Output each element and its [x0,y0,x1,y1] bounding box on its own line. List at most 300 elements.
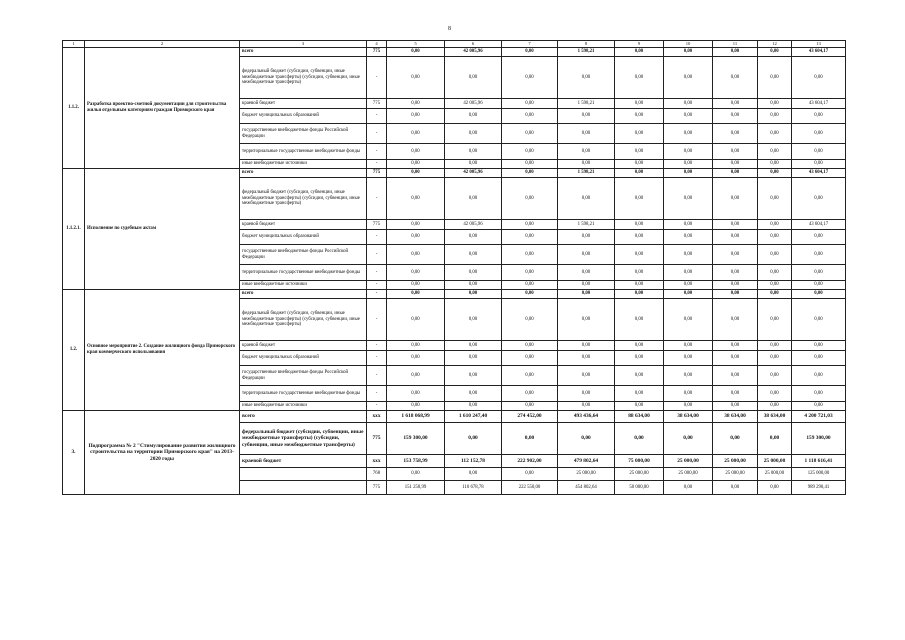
value-cell: 274 452,00 [502,411,558,423]
value-cell: 1 118 616,41 [792,455,846,468]
value-cell: 0,00 [792,230,846,245]
code-cell: 775 [367,169,387,178]
value-cell: 0,00 [445,109,502,124]
code-cell: - [367,265,387,281]
value-cell: 0,00 [387,351,445,366]
value-cell: 42 005,96 [445,220,502,230]
funding-source: федеральный бюджет (субсидии, субвенции, иные межбюджетные трансферты) (субсидии, субвенции, иные межбюджетные трансферты) [240,299,367,341]
value-cell: 0,00 [558,281,615,290]
code-cell: 775 [367,48,387,57]
funding-source: иные внебюджетные источники [240,281,367,290]
value-cell: 0,00 [758,99,792,109]
funding-source: федеральный бюджет (субсидии, субвенции, иные межбюджетные трансферты) (субсидии, субвенции, иные межбюджетные трансферты) [240,57,367,99]
value-cell: 25 000,00 [758,468,792,481]
value-cell: 0,00 [445,230,502,245]
value-cell: 0,00 [615,386,664,402]
header-cell: 11 [713,41,758,48]
code-cell: - [367,341,387,351]
funding-source: иные внебюджетные источники [240,402,367,411]
value-cell: 0,00 [713,481,758,495]
value-cell: 0,00 [664,160,713,169]
value-cell: 0,00 [502,124,558,144]
value-cell: 0,00 [502,57,558,99]
value-cell: 0,00 [445,178,502,220]
value-cell: 159 300,00 [792,423,846,455]
code-cell: 775 [367,220,387,230]
item-name: Основное мероприятие 2. Создание жилищного фонда Приморского края коммерческого использования [85,290,240,411]
value-cell: 50 000,00 [615,481,664,495]
value-cell: 0,00 [387,341,445,351]
value-cell: 989 290,41 [792,481,846,495]
value-cell: 0,00 [615,265,664,281]
value-cell: 0,00 [387,169,445,178]
value-cell: 43 604,17 [792,48,846,57]
funding-source: федеральный бюджет (субсидии, субвенции, иные межбюджетные трансферты) (субсидии, субвенции, иные межбюджетные трансферты) [240,178,367,220]
code-cell: 768 [367,468,387,481]
value-cell: 0,00 [387,402,445,411]
value-cell: 222 550,00 [502,481,558,495]
value-cell: 479 802,64 [558,455,615,468]
value-cell: 0,00 [664,48,713,57]
value-cell: 0,00 [713,99,758,109]
value-cell: 0,00 [502,160,558,169]
funding-source [240,468,367,481]
value-cell: 0,00 [758,178,792,220]
value-cell: 25 000,00 [664,468,713,481]
value-cell: 0,00 [758,230,792,245]
value-cell: 0,00 [558,299,615,341]
budget-table [62,40,846,495]
value-cell: 0,00 [387,48,445,57]
value-cell: 0,00 [758,48,792,57]
code-cell: xxx [367,411,387,423]
item-name: Подпрограмма № 2 "Стимулирование развития жилищного строительства на территории Приморского края" на 2013-2020 годы [85,411,240,495]
code-cell: - [367,290,387,299]
funding-source: краевой бюджет [240,341,367,351]
value-cell: 0,00 [664,99,713,109]
value-cell: 0,00 [387,124,445,144]
value-cell: 0,00 [558,341,615,351]
header-cell: 13 [792,41,846,48]
code-cell: - [367,109,387,124]
value-cell: 0,00 [558,124,615,144]
value-cell: 0,00 [664,265,713,281]
value-cell: 0,00 [502,402,558,411]
value-cell: 0,00 [445,265,502,281]
value-cell: 0,00 [502,99,558,109]
value-cell: 151 258,99 [387,481,445,495]
value-cell: 0,00 [558,245,615,265]
code-cell: - [367,178,387,220]
value-cell: 0,00 [387,468,445,481]
value-cell: 0,00 [758,423,792,455]
value-cell: 0,00 [664,481,713,495]
funding-source: всего [240,411,367,423]
value-cell: 0,00 [558,290,615,299]
value-cell: 0,00 [664,281,713,290]
funding-source: территориальные государственные внебюджетные фонды [240,265,367,281]
value-cell: 0,00 [502,468,558,481]
value-cell: 0,00 [792,144,846,160]
table-row [63,48,846,57]
value-cell: 43 604,17 [792,99,846,109]
value-cell: 153 758,99 [387,455,445,468]
code-cell: 775 [367,423,387,455]
value-cell: 0,00 [387,290,445,299]
value-cell: 0,00 [387,57,445,99]
value-cell: 0,00 [758,124,792,144]
value-cell: 0,00 [615,124,664,144]
value-cell: 0,00 [758,281,792,290]
value-cell: 0,00 [387,265,445,281]
value-cell: 0,00 [502,265,558,281]
value-cell: 0,00 [445,144,502,160]
value-cell: 0,00 [445,290,502,299]
value-cell: 0,00 [664,366,713,386]
code-cell: - [367,402,387,411]
value-cell: 42 005,96 [445,99,502,109]
value-cell: 0,00 [664,220,713,230]
value-cell: 0,00 [792,265,846,281]
value-cell: 0,00 [502,220,558,230]
value-cell: 0,00 [664,169,713,178]
funding-source: всего [240,48,367,57]
item-number: 3. [63,411,85,495]
header-cell: 8 [558,41,615,48]
item-number: 1.1.2.1. [63,169,85,290]
value-cell: 38 634,00 [713,411,758,423]
value-cell: 0,00 [502,230,558,245]
value-cell: 0,00 [664,290,713,299]
code-cell: xxx [367,455,387,468]
funding-source: государственные внебюджетные фонды Российской Федерации [240,124,367,144]
value-cell: 0,00 [713,220,758,230]
value-cell: 0,00 [664,351,713,366]
value-cell: 0,00 [558,57,615,99]
value-cell: 454 802,64 [558,481,615,495]
value-cell: 0,00 [664,109,713,124]
value-cell: 0,00 [387,178,445,220]
value-cell: 0,00 [445,386,502,402]
code-cell: - [367,144,387,160]
value-cell: 0,00 [664,402,713,411]
value-cell: 0,00 [558,366,615,386]
value-cell: 0,00 [792,402,846,411]
value-cell: 0,00 [758,341,792,351]
value-cell: 0,00 [445,299,502,341]
code-cell: - [367,281,387,290]
value-cell: 25 000,00 [664,455,713,468]
funding-source: краевой бюджет [240,220,367,230]
value-cell: 0,00 [502,144,558,160]
value-cell: 0,00 [558,160,615,169]
value-cell: 0,00 [445,402,502,411]
value-cell: 0,00 [445,57,502,99]
value-cell: 1 618 068,99 [387,411,445,423]
value-cell: 0,00 [558,178,615,220]
value-cell: 0,00 [445,160,502,169]
value-cell: 0,00 [758,160,792,169]
value-cell: 0,00 [664,57,713,99]
value-cell: 222 902,00 [502,455,558,468]
value-cell: 0,00 [387,99,445,109]
page-number: 8 [448,26,451,32]
value-cell: 0,00 [502,245,558,265]
value-cell: 0,00 [792,299,846,341]
value-cell: 0,00 [558,386,615,402]
header-cell: 10 [664,41,713,48]
table-row [63,411,846,423]
value-cell: 0,00 [558,109,615,124]
code-cell: - [367,351,387,366]
value-cell: 1 598,21 [558,48,615,57]
value-cell: 1 598,21 [558,99,615,109]
header-cell: 12 [758,41,792,48]
value-cell: 0,00 [558,351,615,366]
value-cell: 0,00 [758,481,792,495]
header-cell: 3 [240,41,367,48]
value-cell: 0,00 [558,144,615,160]
item-number: 1.2. [63,290,85,411]
value-cell: 0,00 [792,341,846,351]
funding-source: государственные внебюджетные фонды Российской Федерации [240,366,367,386]
value-cell: 25 000,00 [713,468,758,481]
value-cell: 0,00 [615,281,664,290]
value-cell: 0,00 [615,402,664,411]
value-cell: 0,00 [792,351,846,366]
value-cell: 0,00 [713,351,758,366]
value-cell: 75 000,00 [615,455,664,468]
value-cell: 0,00 [502,299,558,341]
value-cell: 0,00 [713,265,758,281]
code-cell: - [367,299,387,341]
value-cell: 0,00 [445,351,502,366]
value-cell: 0,00 [664,178,713,220]
value-cell: 0,00 [713,144,758,160]
value-cell: 0,00 [758,265,792,281]
value-cell: 1 598,21 [558,169,615,178]
value-cell: 0,00 [445,124,502,144]
header-cell: 1 [63,41,85,48]
funding-source: всего [240,169,367,178]
value-cell: 0,00 [387,144,445,160]
value-cell: 0,00 [387,109,445,124]
value-cell: 0,00 [792,160,846,169]
value-cell: 0,00 [558,423,615,455]
code-cell: 775 [367,481,387,495]
value-cell: 0,00 [713,245,758,265]
value-cell: 110 678,78 [445,481,502,495]
funding-source: государственные внебюджетные фонды Российской Федерации [240,245,367,265]
value-cell: 0,00 [792,109,846,124]
value-cell: 0,00 [445,423,502,455]
value-cell: 0,00 [758,57,792,99]
value-cell: 0,00 [445,341,502,351]
value-cell: 0,00 [502,423,558,455]
value-cell: 0,00 [615,351,664,366]
item-number: 1.1.2. [63,48,85,169]
value-cell: 0,00 [758,109,792,124]
value-cell: 25 000,00 [558,468,615,481]
value-cell: 0,00 [387,299,445,341]
code-cell: - [367,245,387,265]
value-cell: 0,00 [615,99,664,109]
value-cell: 0,00 [615,299,664,341]
value-cell: 0,00 [502,109,558,124]
value-cell: 0,00 [713,124,758,144]
value-cell: 0,00 [387,220,445,230]
value-cell: 493 436,64 [558,411,615,423]
value-cell: 0,00 [615,160,664,169]
value-cell: 0,00 [664,299,713,341]
value-cell: 43 604,17 [792,220,846,230]
value-cell: 0,00 [615,366,664,386]
header-cell: 4 [367,41,387,48]
value-cell: 0,00 [792,178,846,220]
value-cell: 125 000,00 [792,468,846,481]
value-cell: 0,00 [502,169,558,178]
value-cell: 88 634,00 [615,411,664,423]
value-cell: 0,00 [792,245,846,265]
item-name: Исполнение по судебным актам [85,169,240,290]
value-cell: 0,00 [664,245,713,265]
item-name: Разработка проектно-сметной документации для строительства жилья отдельным категориям граждан Приморского края [85,48,240,169]
value-cell: 0,00 [502,386,558,402]
value-cell: 0,00 [615,57,664,99]
value-cell: 0,00 [758,169,792,178]
code-cell: - [367,57,387,99]
value-cell: 0,00 [713,109,758,124]
value-cell: 0,00 [758,290,792,299]
value-cell: 0,00 [713,299,758,341]
value-cell: 0,00 [713,48,758,57]
value-cell: 0,00 [445,366,502,386]
value-cell: 0,00 [558,230,615,245]
value-cell: 0,00 [387,160,445,169]
header-cell: 5 [387,41,445,48]
value-cell: 0,00 [792,290,846,299]
value-cell: 0,00 [758,402,792,411]
value-cell: 0,00 [713,402,758,411]
table-row [63,290,846,299]
value-cell: 0,00 [758,245,792,265]
funding-source: краевой бюджет [240,99,367,109]
value-cell: 112 152,78 [445,455,502,468]
value-cell: 0,00 [445,245,502,265]
funding-source: территориальные государственные внебюджетные фонды [240,144,367,160]
value-cell: 0,00 [792,124,846,144]
value-cell: 0,00 [615,169,664,178]
value-cell: 42 005,96 [445,169,502,178]
value-cell: 25 000,00 [758,455,792,468]
code-cell: - [367,160,387,169]
value-cell: 0,00 [615,245,664,265]
value-cell: 0,00 [792,57,846,99]
value-cell: 0,00 [615,290,664,299]
value-cell: 0,00 [664,423,713,455]
value-cell: 0,00 [664,341,713,351]
header-cell: 2 [85,41,240,48]
value-cell: 0,00 [792,281,846,290]
funding-source: иные внебюджетные источники [240,160,367,169]
value-cell: 0,00 [758,144,792,160]
funding-source: территориальные государственные внебюджетные фонды [240,386,367,402]
code-cell: 775 [367,99,387,109]
value-cell: 0,00 [615,48,664,57]
value-cell: 0,00 [664,386,713,402]
value-cell: 0,00 [558,265,615,281]
value-cell: 0,00 [387,245,445,265]
value-cell: 0,00 [792,366,846,386]
value-cell: 43 604,17 [792,169,846,178]
value-cell: 0,00 [758,366,792,386]
value-cell: 0,00 [615,423,664,455]
value-cell: 1 598,21 [558,220,615,230]
value-cell: 0,00 [387,386,445,402]
value-cell: 1 610 247,40 [445,411,502,423]
funding-source [240,481,367,495]
value-cell: 0,00 [758,351,792,366]
value-cell: 0,00 [713,169,758,178]
value-cell: 0,00 [445,468,502,481]
value-cell: 0,00 [502,281,558,290]
funding-source: федеральный бюджет (субсидии, субвенции, иные межбюджетные трансферты) (субсидии, субвенции, иные межбюджетные трансферты) [240,423,367,455]
table-row [63,169,846,178]
value-cell: 0,00 [502,178,558,220]
value-cell: 0,00 [664,230,713,245]
code-cell: - [367,366,387,386]
funding-source: всего [240,290,367,299]
value-cell: 0,00 [387,230,445,245]
code-cell: - [367,230,387,245]
value-cell: 0,00 [713,341,758,351]
value-cell: 42 005,96 [445,48,502,57]
value-cell: 0,00 [615,341,664,351]
value-cell: 25 000,00 [615,468,664,481]
value-cell: 0,00 [758,220,792,230]
value-cell: 38 634,00 [664,411,713,423]
value-cell: 0,00 [615,178,664,220]
value-cell: 0,00 [387,281,445,290]
value-cell: 0,00 [792,386,846,402]
funding-source: бюджет муниципальных образований [240,109,367,124]
value-cell: 0,00 [502,366,558,386]
header-row [63,41,846,48]
funding-source: краевой бюджет [240,455,367,468]
header-cell: 7 [502,41,558,48]
value-cell: 0,00 [502,48,558,57]
header-cell: 9 [615,41,664,48]
value-cell: 0,00 [615,230,664,245]
value-cell: 0,00 [445,281,502,290]
value-cell: 0,00 [387,366,445,386]
value-cell: 0,00 [713,290,758,299]
code-cell: - [367,124,387,144]
header-cell: 6 [445,41,502,48]
value-cell: 0,00 [713,423,758,455]
value-cell: 159 300,00 [387,423,445,455]
value-cell: 0,00 [615,220,664,230]
value-cell: 0,00 [664,144,713,160]
value-cell: 0,00 [713,366,758,386]
value-cell: 38 634,00 [758,411,792,423]
value-cell: 0,00 [713,230,758,245]
value-cell: 0,00 [664,124,713,144]
value-cell: 0,00 [713,160,758,169]
value-cell: 0,00 [558,402,615,411]
value-cell: 25 000,00 [713,455,758,468]
value-cell: 0,00 [713,281,758,290]
